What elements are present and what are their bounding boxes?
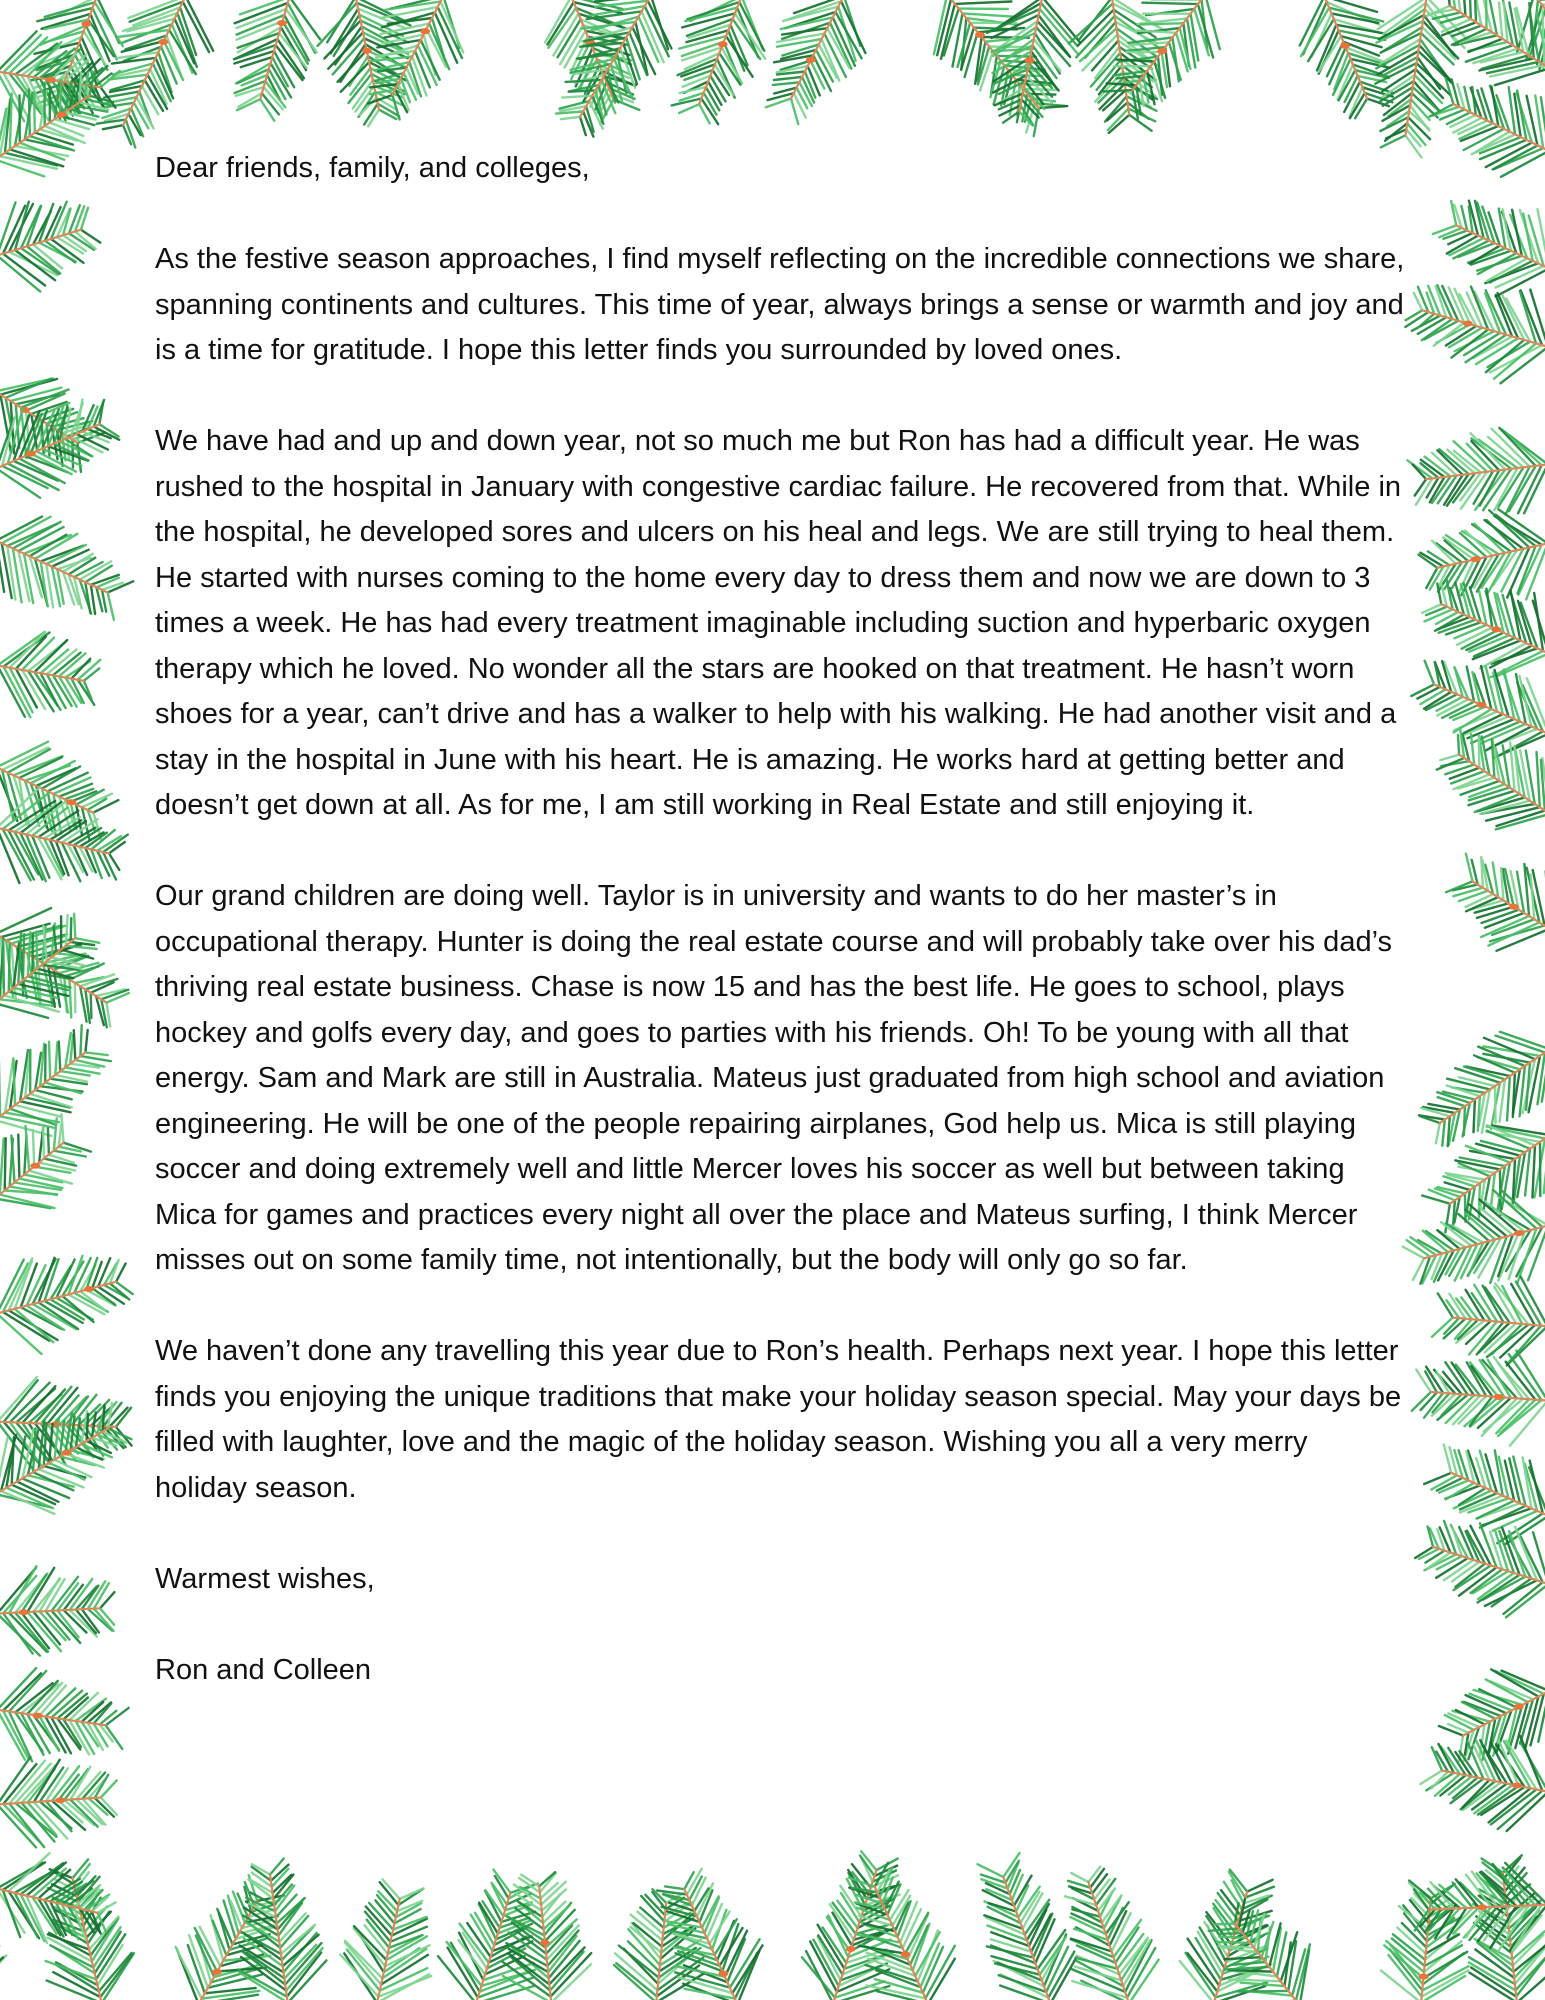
letter-body	[155, 146, 1405, 1693]
paragraph-grandchildren: Our grand children are doing well. Taylor is in university and wants to do her master’s in occupational therapy. Hunter is doing the real estate course and will probably take over his dad’s thriving real estate business. Chase is now 15 and has the best life. He goes to school, plays hockey and golfs every day, and goes to parties with his friends. Oh! To be young with all that energy. Sam and Mark are still in Australia. Mateus just graduated from high school and aviation engineering. He will be one of the people repairing airplanes, God help us. Mica is still playing soccer and doing extremely well and little Mercer loves his soccer as well but between taking Mica for games and practices every night all over the place and Mateus surfing, I think Mercer misses out on some family time, not intentionally, but the body will only go so far.	[155, 880, 1392, 1276]
paragraph-season: As the festive season approaches, I find myself reflecting on the incredible connections we share, spanning continents and cultures. This time of year, always brings a sense or warmth and joy and is a time for gratitude. I hope this letter finds you surrounded by loved ones.	[155, 243, 1405, 366]
paragraph-wishes: We haven’t done any travelling this year due to Ron’s health. Perhaps next year. I hope this letter finds you enjoying the unique traditions that make your holiday season special. May your days be filled with laughter, love and the magic of the holiday season. Wishing you all a very merry holiday season.	[155, 1335, 1402, 1504]
closing: Warmest wishes,	[155, 1562, 375, 1595]
paragraph-health: We have had and up and down year, not so much me but Ron has had a difficult year. He was rushed to the hospital in January with congestive cardiac failure. He recovered from that. While in the hospital, he developed sores and ulcers on his heal and legs. We are still trying to heal them. He started with nurses coming to the home every day to dress them and now we are down to 3 times a week. He has had every treatment imaginable including suction and hyperbaric oxygen therapy which he loved. No wonder all the stars are hooked on that treatment. He hasn’t worn shoes for a year, can’t drive and has a walker to help with his walking. He had another visit and a stay in the hospital in June with his heart. He is amazing. He works hard at getting better and doesn’t get down at all. As for me, I am still working in Real Estate and still enjoying it.	[155, 425, 1402, 821]
signature: Ron and Colleen	[155, 1653, 372, 1686]
salutation: Dear friends, family, and colleges,	[155, 152, 590, 184]
